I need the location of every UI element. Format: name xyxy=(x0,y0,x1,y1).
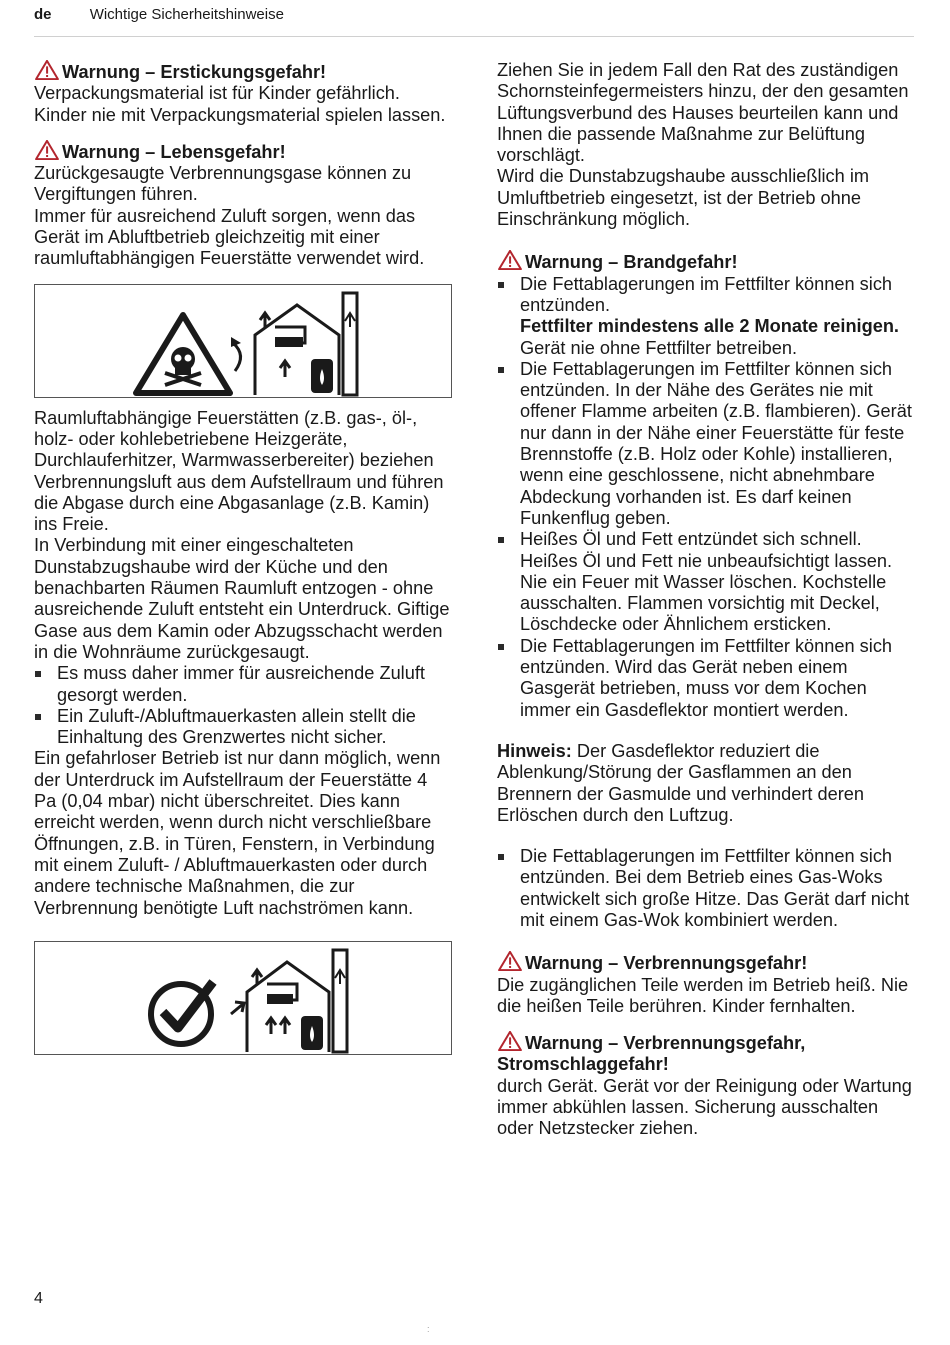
header-divider xyxy=(34,36,914,37)
note xyxy=(497,741,917,826)
paragraph: Ziehen Sie in jedem Fall den Rat des zuständigen Schornsteinfegermeisters hinzu, der den gesamten Lüftungsverbund des Hauses beurteilen kann und Ihnen die passende Maßnahme zur Belüftung vorschlägt. xyxy=(497,60,909,166)
list-item: Ein Zuluft-/Abluftmauerkasten allein stellt die Einhaltung des Grenzwertes nicht sicher. xyxy=(34,706,452,749)
illustration-unsafe-operation xyxy=(34,284,452,398)
warning-triangle-icon xyxy=(497,1031,523,1051)
list-item: Heißes Öl und Fett entzündet sich schnell. Heißes Öl und Fett nie unbeaufsichtigt lassen. Nie ein Feuer mit Wasser löschen. Kochstelle ausschalten. Flammen vorsichtig mit Deckel, Löschdecke oder Ähnlichem ersticken. xyxy=(497,529,917,635)
warning-text: Zurückgesaugte Verbrennungsgase können zu Vergiftungen führen. xyxy=(34,163,412,205)
note-label: Hinweis: xyxy=(497,740,572,761)
list-item: Die Fettablagerungen im Fettfilter können sich entzünden. Bei dem Betrieb eines Gas-Woks entwickelt sich große Hitze. Das Gerät darf nicht mit einem Gas-Wok kombiniert werden. xyxy=(497,846,917,931)
paragraph: In Verbindung mit einer eingeschalteten Dunstabzugshaube wird der Küche und den benachbarten Räumen Raumluft entzogen - ohne ausreichende Zuluft entsteht ein Unterdruck. Giftige Gase aus dem Kamin oder Abzugsschacht werden in die Wohnräume zurückgesaugt. xyxy=(34,535,450,662)
warning-text: Verpackungsmaterial ist für Kinder gefährlich. Kinder nie mit Verpackungsmaterial spielen lassen. xyxy=(34,83,446,125)
warning-danger-to-life xyxy=(34,140,452,270)
left-column xyxy=(34,60,452,1065)
warning-burn xyxy=(497,951,917,1017)
warning-title: Warnung – Brandgefahr! xyxy=(525,252,738,273)
checkmark-illustration xyxy=(35,942,451,1054)
warning-triangle-icon xyxy=(34,60,60,80)
list-item xyxy=(497,274,917,359)
list-item-text: Die Fettablagerungen im Fettfilter können sich entzünden. xyxy=(520,273,893,315)
list-item-text: Gerät nie ohne Fettfilter betreiben. xyxy=(520,337,798,358)
warning-text: Die zugänglichen Teile werden im Betrieb heiß. Nie die heißen Teile berühren. Kinder fernhalten. xyxy=(497,974,909,1016)
page-header xyxy=(34,6,284,23)
list-item: Die Fettablagerungen im Fettfilter können sich entzünden. Wird das Gerät neben einem Gasgerät betrieben, muss vor dem Kochen immer ein Gasdeflektor montiert werden. xyxy=(497,636,917,721)
warning-text: durch Gerät. Gerät vor der Reinigung oder Wartung immer abkühlen lassen. Sicherung ausschalten oder Netzstecker ziehen. xyxy=(497,1075,912,1139)
bullet-list xyxy=(497,846,917,931)
paragraph: Wird die Dunstabzugshaube ausschließlich im Umluftbetrieb eingesetzt, ist der Betrieb ohne Einschränkung möglich. xyxy=(497,166,870,230)
warning-title: Warnung – Erstickungsgefahr! xyxy=(62,62,327,82)
list-item: Die Fettablagerungen im Fettfilter können sich entzünden. In der Nähe des Gerätes nie mit offener Flamme arbeiten (z.B. flambieren). Gerät nur dann in der Nähe einer Feuerstätte für feste Brennstoffe (z.B. Holz oder Kohle) installieren, wenn eine geschlossene, nicht abnehmbare Abdeckung vorhanden ist. Es darf keinen Funkenflug geben. xyxy=(497,359,917,529)
illustration-safe-operation xyxy=(34,941,452,1055)
warning-fire xyxy=(497,250,917,721)
bullet-list xyxy=(34,663,452,748)
list-item: Es muss daher immer für ausreichende Zuluft gesorgt werden. xyxy=(34,663,452,706)
warning-suffocation xyxy=(34,60,452,126)
page-number: 4 xyxy=(34,1290,43,1307)
right-column xyxy=(497,60,917,1140)
warning-triangle-icon xyxy=(34,140,60,160)
footer-mark: : xyxy=(427,1324,430,1334)
list-item-bold: Fettfilter mindestens alle 2 Monate reinigen. xyxy=(520,316,899,337)
bullet-list xyxy=(497,274,917,721)
note-text: Der Gasdeflektor reduziert die Ablenkung/Störung der Gasflammen an den Brennern der Gasmulde und verhindert deren Erlöschen durch den Luftzug. xyxy=(497,740,865,825)
warning-title: Warnung – Lebensgefahr! xyxy=(62,141,286,162)
paragraph: Raumluftabhängige Feuerstätten (z.B. gas-, öl-, holz- oder kohlebetriebene Heizgeräte, Durchlauferhitzer, Warmwasserbereiter) beziehen Verbrennungsluft aus dem Aufstellraum und führen die Abgase durch eine Abgasanlage (z.B. Kamin) ins Freie. xyxy=(34,407,444,535)
warning-text: Immer für ausreichend Zuluft sorgen, wenn das Gerät im Abluftbetrieb gleichzeitig mit einer raumluftabhängigen Feuerstätte verwendet wird. xyxy=(34,205,425,269)
warning-triangle-icon xyxy=(497,951,523,971)
paragraph: Ein gefahrloser Betrieb ist nur dann möglich, wenn der Unterdruck im Aufstellraum der Feuerstätte 4 Pa (0,04 mbar) nicht überschreitet. Dies kann erreicht werden, wenn durch nicht verschließbare Öffnungen, z.B. in Türen, Fenstern, in Verbindung mit einem Zuluft- / Abluftmauerkasten oder durch andere technische Maßnahmen, die zur Verbrennung benötigte Luft nachströmen kann. xyxy=(34,748,441,918)
warning-title: Warnung – Verbrennungsgefahr! xyxy=(525,953,808,974)
section-title: Wichtige Sicherheitshinweise xyxy=(89,6,284,23)
warning-triangle-icon xyxy=(497,250,523,270)
warning-burn-electric-shock xyxy=(497,1031,917,1139)
skull-warning-illustration xyxy=(35,285,451,397)
warning-title: Warnung – Verbrennungsgefahr, Stromschlaggefahr! xyxy=(497,1033,806,1075)
language-code: de xyxy=(34,6,52,23)
